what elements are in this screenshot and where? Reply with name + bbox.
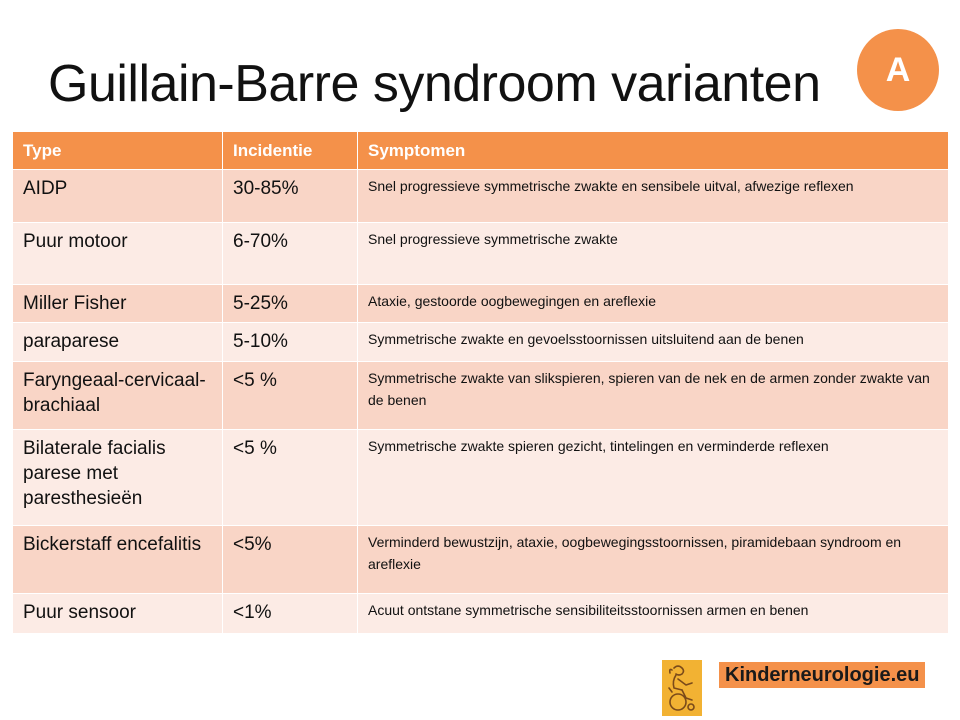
- table-row: [13, 594, 949, 634]
- table-row: [13, 223, 949, 285]
- wheelchair-figure-icon: [664, 662, 700, 714]
- cell-incidentie: <1%: [223, 594, 358, 634]
- cell-type: Miller Fisher: [13, 285, 223, 323]
- slide-title: Guillain-Barre syndroom varianten: [48, 55, 821, 113]
- cell-type: paraparese: [13, 323, 223, 362]
- cell-symptomen: Symmetrische zwakte spieren gezicht, tintelingen en verminderde reflexen: [358, 430, 949, 526]
- table-row: [13, 362, 949, 430]
- cell-incidentie: 30-85%: [223, 170, 358, 223]
- cell-type: AIDP: [13, 170, 223, 223]
- cell-type: Bickerstaff encefalitis: [13, 526, 223, 594]
- cell-incidentie: 6-70%: [223, 223, 358, 285]
- variants-table: [12, 131, 949, 634]
- cell-incidentie: 5-25%: [223, 285, 358, 323]
- cell-symptomen: Snel progressieve symmetrische zwakte: [358, 223, 949, 285]
- table-header-row: [13, 132, 949, 170]
- cell-incidentie: <5 %: [223, 430, 358, 526]
- table-row: [13, 170, 949, 223]
- logo: [662, 660, 702, 716]
- cell-type: Puur motoor: [13, 223, 223, 285]
- table-row: [13, 526, 949, 594]
- header-incidentie: Incidentie: [223, 132, 358, 170]
- cell-type: Puur sensoor: [13, 594, 223, 634]
- cell-incidentie: <5%: [223, 526, 358, 594]
- cell-symptomen: Ataxie, gestoorde oogbewegingen en areflexie: [358, 285, 949, 323]
- header-symptomen: Symptomen: [358, 132, 949, 170]
- cell-symptomen: Snel progressieve symmetrische zwakte en sensibele uitval, afwezige reflexen: [358, 170, 949, 223]
- cell-incidentie: <5 %: [223, 362, 358, 430]
- cell-symptomen: Acuut ontstane symmetrische sensibiliteitsstoornissen armen en benen: [358, 594, 949, 634]
- cell-symptomen: Verminderd bewustzijn, ataxie, oogbewegingsstoornissen, piramidebaan syndroom en areflexie: [358, 526, 949, 594]
- cell-symptomen: Symmetrische zwakte van slikspieren, spieren van de nek en de armen zonder zwakte van de benen: [358, 362, 949, 430]
- table-row: [13, 323, 949, 362]
- cell-incidentie: 5-10%: [223, 323, 358, 362]
- header-type: Type: [13, 132, 223, 170]
- cell-symptomen: Symmetrische zwakte en gevoelsstoornissen uitsluitend aan de benen: [358, 323, 949, 362]
- table-row: [13, 285, 949, 323]
- brand-label: Kinderneurologie.eu: [719, 662, 925, 688]
- cell-type: Bilaterale facialis parese met paresthesieën: [13, 430, 223, 526]
- table-row: [13, 430, 949, 526]
- cell-type: Faryngeaal-cervicaal- brachiaal: [13, 362, 223, 430]
- slide-badge: A: [857, 29, 939, 111]
